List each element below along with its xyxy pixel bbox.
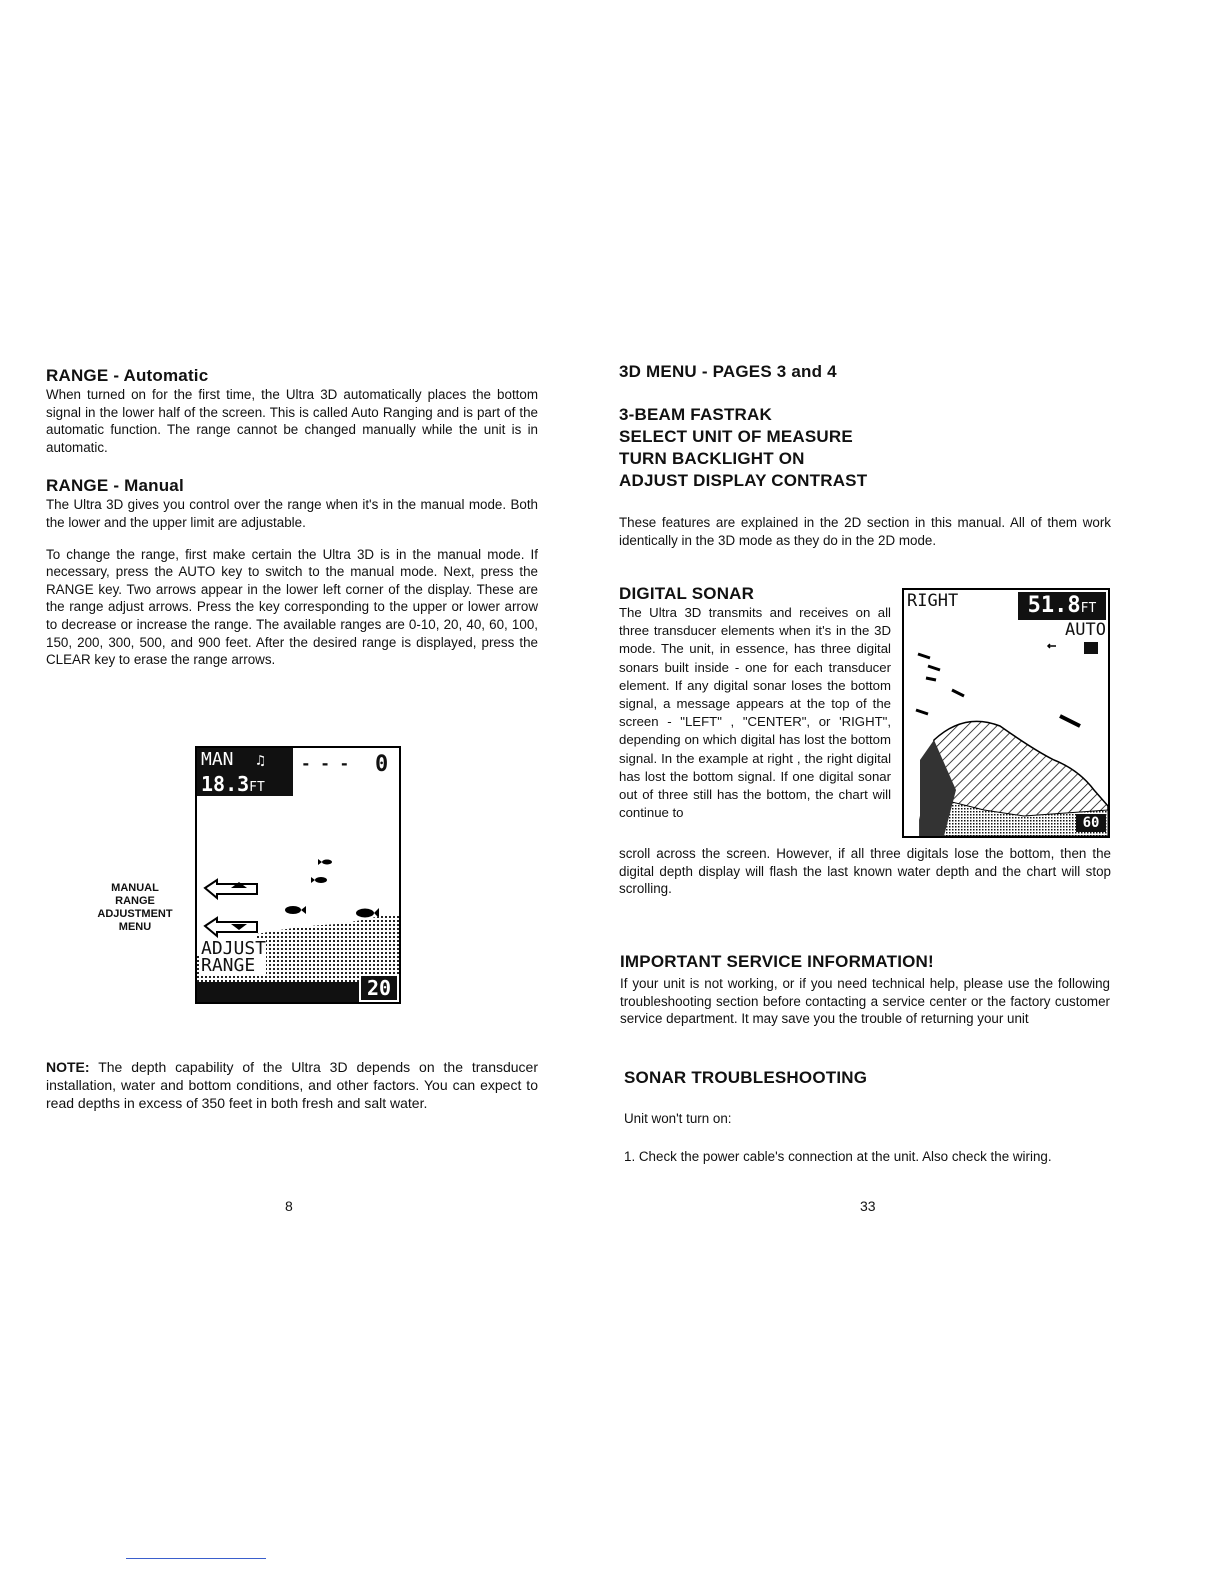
features-body: These features are explained in the 2D section in this manual. All of them work identically in the 3D mode as they do in the 2D mode. (619, 515, 1111, 548)
feature-item: ADJUST DISPLAY CONTRAST (619, 471, 868, 490)
left-page-number: 8 (285, 1198, 293, 1214)
digital-sonar-heading: DIGITAL SONAR (619, 584, 755, 603)
left-note (46, 1058, 538, 1112)
note-body: The depth capability of the Ultra 3D depends on the transducer installation, water and bottom conditions, and other factors. You can expect to read depths in excess of 350 feet in both fresh and salt water. (46, 1059, 538, 1111)
range-manual-heading: RANGE - Manual (46, 476, 184, 496)
auto-mode-label: AUTO (1065, 620, 1106, 640)
depth-readout (1018, 592, 1106, 620)
note-paragraph (46, 1058, 538, 1112)
fish-arch-icon (928, 666, 940, 670)
fish-arch-icon (926, 678, 936, 680)
figure-label-line: RANGE (115, 895, 155, 907)
troubleshooting-heading: SONAR TROUBLESHOOTING (624, 1068, 868, 1087)
range-dashes: - - - (301, 754, 350, 773)
service-body: If your unit is not working, or if you need technical help, please use the following troubleshooting section before contacting a service center or the factory customer service department. It may save you the trouble of returning your unit (620, 976, 1110, 1027)
down-arrow-icon (205, 918, 257, 936)
fish-arch-icon (1060, 716, 1080, 726)
right-page-number: 33 (860, 1198, 876, 1214)
up-arrow-icon (205, 880, 257, 898)
manual-range-figure-label (96, 882, 174, 934)
left-page (46, 366, 538, 669)
range-manual-body-2: To change the range, first make certain the Ultra 3D is in the manual mode. If necessary, press the AUTO key to switch to the manual mode. Next, press the RANGE key. Two arrows appear in the lower left corner of the display. These are the range adjust arrows. Press the key corresponding to the upper or lower arrow to decrease or increase the range. The available ranges are 0-10, 20, 40, 60, 100, 150, 200, 300, 500, and 900 feet. After the desired range is displayed, press the CLEAR key to erase the range arrows. (46, 546, 538, 668)
bottom-range-value: 20 (359, 974, 399, 1002)
mode-readout (197, 748, 293, 772)
fish-arch-icon (916, 710, 928, 714)
3d-sonar-graphic (904, 640, 1108, 836)
fish-icon (356, 908, 379, 918)
range-manual-body-1: The Ultra 3D gives you control over the range when it's in the manual mode. Both the lower and the upper limit are adjustable. (46, 497, 538, 530)
depth-readout (197, 772, 293, 796)
feature-item: 3-BEAM FASTRAK (619, 405, 772, 424)
digital-sonar-section (619, 584, 891, 822)
adjust-label: ADJUST (201, 938, 267, 959)
service-section (620, 952, 1110, 1028)
feature-item: TURN BACKLIGHT ON (619, 449, 805, 468)
fish-arch-icon (952, 690, 964, 696)
fish-alarm-icon: ♫ (256, 753, 265, 769)
troubleshooting-problem: Unit won't turn on: (624, 1111, 732, 1126)
digital-sonar-continued (619, 845, 1111, 898)
3d-menu-heading: 3D MENU - PAGES 3 and 4 (619, 362, 837, 381)
decorative-underline (126, 1558, 266, 1559)
depth-value: 18.3 (201, 772, 250, 796)
figure-label-line: MENU (118, 921, 152, 933)
range-automatic-body: When turned on for the first time, the Ultra 3D automatically places the bottom signal in the lower half of the screen. This is called Auto Ranging and is part of the automatic function. The range cannot be changed manually while the unit is in automatic. (46, 387, 538, 455)
top-range-value: 0 (375, 752, 389, 777)
lost-signal-message: RIGHT (907, 591, 959, 611)
fish-arch-icon (918, 654, 930, 658)
service-heading: IMPORTANT SERVICE INFORMATION! (620, 952, 934, 971)
feature-item: SELECT UNIT OF MEASURE (619, 427, 853, 446)
manual-range-lcd-figure (195, 746, 401, 1004)
zoom-box-icon (1084, 642, 1098, 654)
figure-label-line: ADJUSTMENT (97, 908, 173, 920)
fish-icon (318, 859, 332, 865)
depth-value: 51.8 (1027, 593, 1081, 618)
figure-label-line: MANUAL (111, 882, 159, 894)
range-automatic-heading: RANGE - Automatic (46, 366, 209, 385)
troubleshooting-step-1: 1. Check the power cable's connection at the unit. Also check the wiring. (624, 1148, 1052, 1164)
digital-sonar-body-continued: scroll across the screen. However, if all three digitals lose the bottom, then the digital depth display will flash the last known water depth and the chart will stop scrolling. (619, 846, 1111, 897)
digital-sonar-lcd-figure (902, 588, 1110, 838)
digital-sonar-body: The Ultra 3D transmits and receives on all three transducer elements when it's in the 3D mode. The unit, in essence, has three digital sonars built inside - one for each transducer element. If any digital sonar loses the bottom signal, a message appears at the top of the screen - "LEFT" , "CENTER", or 'RIGHT", depending on which digital has lost the bottom signal. In the example at right , the right digital has lost the bottom signal. If one digital sonar out of three still has the bottom, the chart will continue to (619, 605, 891, 821)
adjust-range-menu (201, 940, 266, 974)
depth-unit: FT (1080, 601, 1097, 616)
mode-label: MAN (201, 749, 234, 770)
troubleshooting-section (624, 1068, 1116, 1165)
depth-unit: FT (249, 780, 265, 795)
fish-icon (311, 877, 327, 883)
feature-list (619, 404, 1111, 492)
note-label: NOTE: (46, 1059, 90, 1075)
range-label: RANGE (201, 955, 256, 976)
right-page-top (619, 362, 1111, 549)
fish-icon (285, 906, 306, 914)
range-value: 60 (1076, 814, 1106, 832)
